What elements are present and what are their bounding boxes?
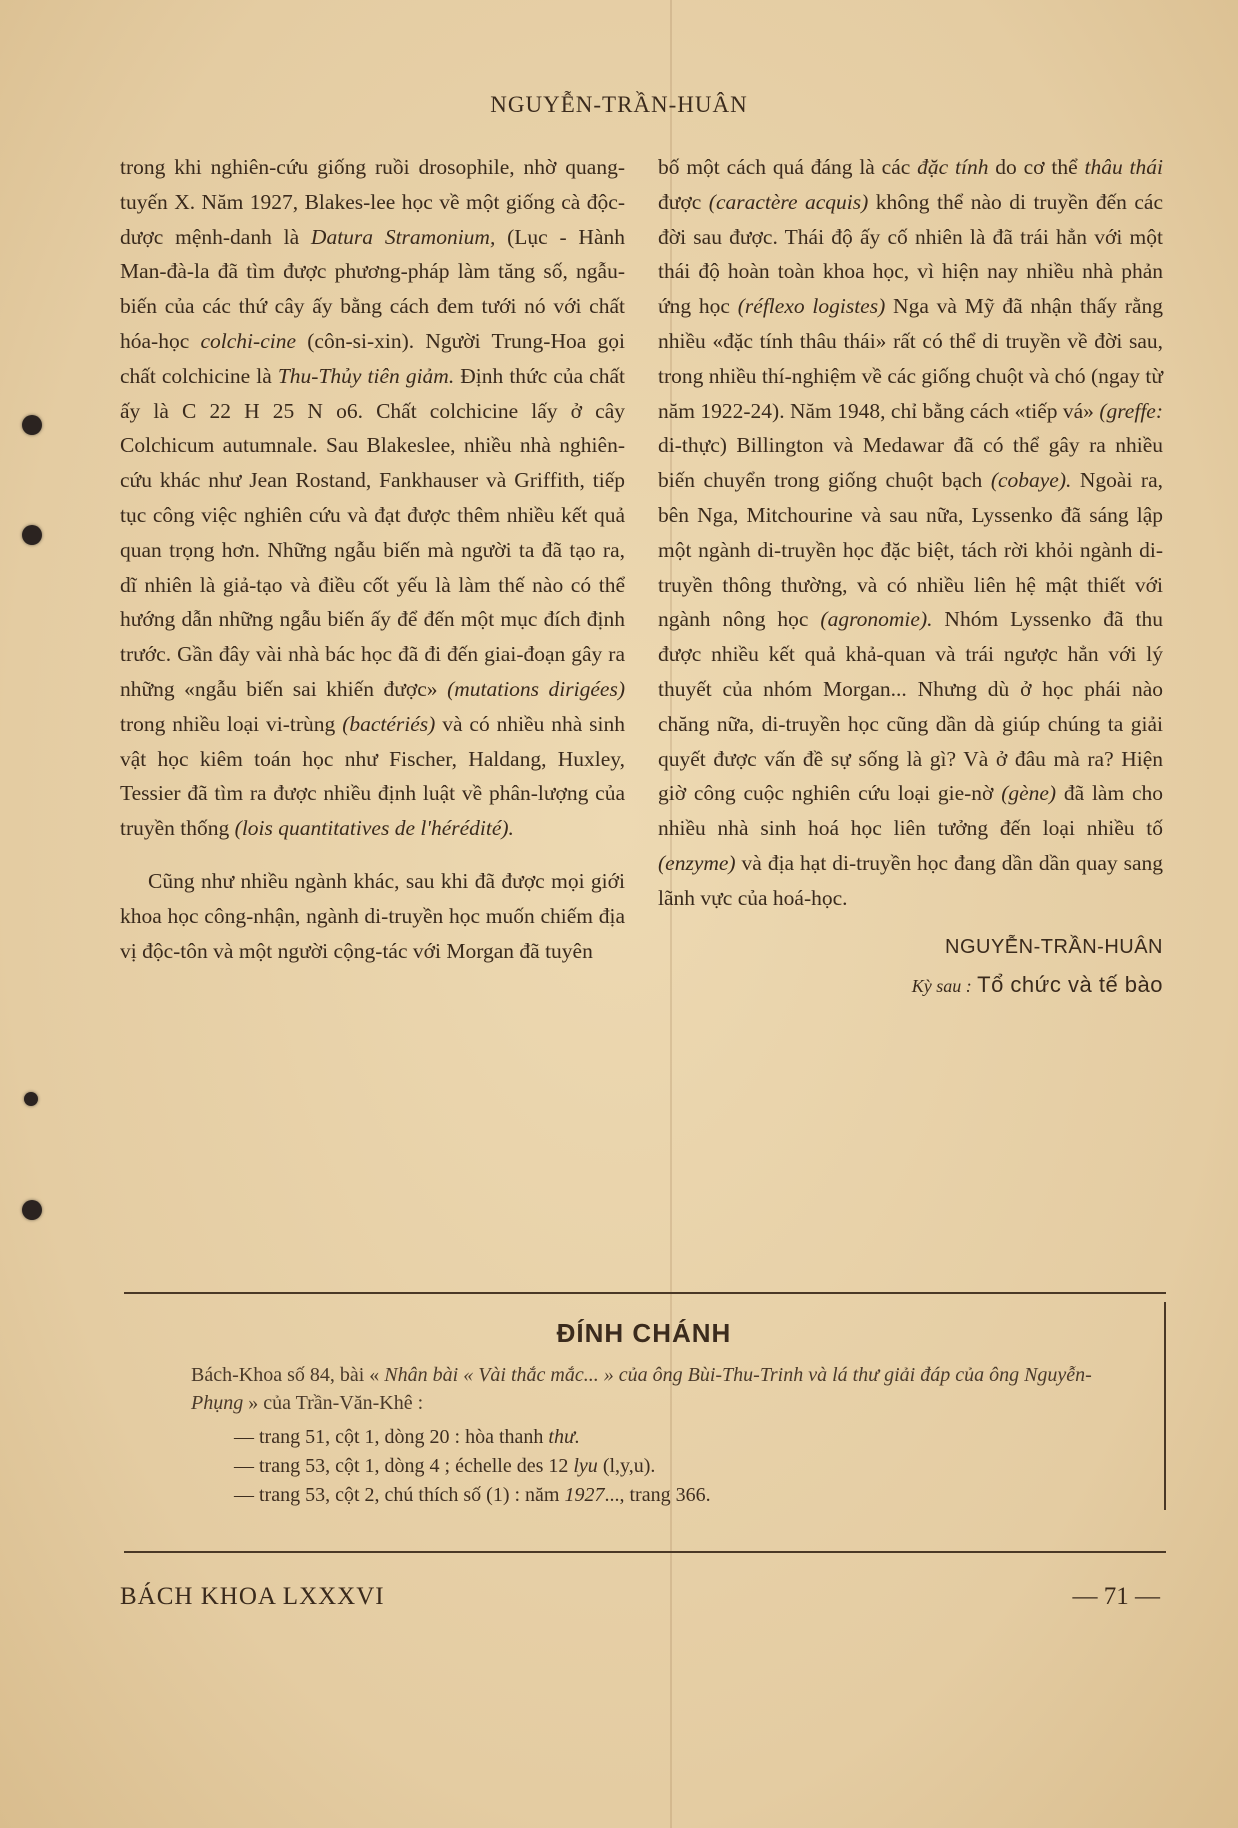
italic-term: (bactériés)	[342, 711, 436, 736]
italic-term: (lois quantitatives de l'hérédité).	[234, 816, 514, 841]
errata-item: — trang 53, cột 1, dòng 4 ; échelle des 12 lyu (l,y,u).	[234, 1455, 656, 1477]
errata-item: — trang 53, cột 2, chú thích số (1) : năm 1927..., trang 366.	[234, 1484, 711, 1506]
article-column-left	[120, 150, 625, 968]
punch-hole	[22, 525, 42, 545]
italic-term: Datura Stramonium,	[310, 224, 496, 249]
paragraph: trong khi nghiên-cứu giống ruồi drosophile, nhờ quang-tuyến X. Năm 1927, Blakes-lee học về một giống cà độc-dược mệnh-danh là Datura Stramonium, (Lục - Hành Man-đà-la đã tìm được phương-pháp làm tăng số, ngẫu-biến của các thứ cây ấy bằng cách đem tưới nó với chất hóa-học colchi-cine (côn-si-xin). Người Trung-Hoa gọi chất colchicine là Thu-Thủy tiên giảm. Định thức của chất ấy là C 22 H 25 N o6. Chất colchicine lấy ở cây Colchicum autumnale. Sau Blakeslee, nhiều nhà nghiên-cứu khác như Jean Rostand, Fankhauser và Griffith, tiếp tục công việc nghiên cứu và đạt được thêm nhiều kết quả quan trọng hơn. Những ngẫu biến mà người ta đã tạo ra, dĩ nhiên là giả-tạo và điều cốt yếu là làm thế nào có thể hướng dẫn những ngẫu biến ấy để đến một mục đích định trước. Gần đây vài nhà bác học đã đi đến giai-đoạn gây ra những «ngẫu biến sai khiến được» (mutations dirigées) trong nhiều loại vi-trùng (bactériés) và có nhiều nhà sinh vật học kiêm toán học như Fischer, Haldang, Huxley, Tessier đã tìm ra được nhiều định luật về phân-lượng của truyền thống (lois quantitatives de l'hérédité).	[120, 155, 625, 841]
italic-term: colchi-cine	[200, 328, 297, 353]
errata-title: ĐÍNH CHÁNH	[556, 1318, 732, 1348]
italic-term: (greffe:	[1099, 398, 1163, 423]
author-signature: NGUYỄN-TRẦN-HUÂN	[945, 935, 1163, 958]
italic-term: đặc tính	[917, 155, 989, 179]
publication-name: BÁCH KHOA LXXXVI	[120, 1583, 385, 1610]
errata-box	[124, 1302, 1166, 1510]
next-issue-label: Kỳ sau :	[911, 976, 972, 997]
errata-top-rule	[124, 1292, 1166, 1294]
punch-hole	[22, 1200, 42, 1220]
italic-term: (gène)	[1001, 781, 1057, 806]
italic-term: của ông Bùi-Thu-Trinh và lá thư giải đáp của ông Nguyễn-Phụng	[191, 1364, 1092, 1414]
running-head: NGUYỄN-TRẦN-HUÂN	[490, 92, 748, 117]
italic-term: (réflexo logistes)	[737, 294, 886, 319]
italic-term: (cobaye).	[990, 468, 1072, 493]
errata-item: — trang 51, cột 1, dòng 20 : hòa thanh thư.	[234, 1426, 580, 1448]
punch-hole	[22, 415, 42, 435]
errata-bottom-rule	[124, 1551, 1166, 1553]
punch-hole	[24, 1092, 38, 1106]
next-issue-note	[658, 968, 1163, 1004]
italic-term: thư.	[548, 1426, 580, 1448]
italic-term: (enzyme)	[658, 850, 736, 875]
paragraph: Cũng như nhiều ngành khác, sau khi đã được mọi giới khoa học công-nhận, ngành di-truyền học muốn chiếm địa vị độc-tôn và một người cộng-tác với Morgan đã tuyên	[120, 868, 625, 963]
italic-term: lyu	[573, 1455, 598, 1477]
article-column-right	[658, 150, 1163, 1004]
page-number: — 71 —	[1072, 1583, 1160, 1610]
italic-term: thâu thái	[1084, 155, 1163, 179]
italic-term: 1927	[564, 1484, 605, 1506]
errata-intro: Bách-Khoa số 84, bài « Nhân bài « Vài thắc mắc... » của ông Bùi-Thu-Trinh và lá thư giải đáp của ông Nguyễn-Phụng » của Trần-Văn-Khê :	[191, 1364, 1092, 1414]
italic-term: Nhân bài « Vài thắc mắc... »	[384, 1364, 614, 1386]
errata-list	[234, 1423, 1164, 1510]
italic-term: (mutations dirigées)	[447, 676, 625, 701]
paragraph: bố một cách quá đáng là các đặc tính do cơ thể thâu thái được (caractère acquis) không thể nào di truyền đến các đời sau được. Thái độ ấy cố nhiên là đã trái hẳn với một thái độ hoàn toàn khoa học, vì hiện nay nhiều nhà phản ứng học (réflexo logistes) Nga và Mỹ đã nhận thấy rằng nhiều «đặc tính thâu thái» rất có thể di truyền về đời sau, trong nhiều thí-nghiệm về các giống chuột và chó (ngay từ năm 1922-24). Năm 1948, chỉ bằng cách «tiếp vá» (greffe: di-thực) Billington và Medawar đã có thể gây ra nhiều biến chuyển trong giống chuột bạch (cobaye). Ngoài ra, bên Nga, Mitchourine và sau nữa, Lyssenko đã sáng lập một ngành di-truyền học đặc biệt, tách rời khỏi ngành di-truyền thông thường, và có nhiều liên hệ mật thiết với ngành nông học (agronomie). Nhóm Lyssenko đã thu được nhiều kết quả khả-quan và trái ngược hẳn với lý thuyết của nhóm Morgan... Nhưng dù ở học phái nào chăng nữa, di-truyền học cũng dần dà giúp chúng ta giải quyết được vấn đề sự sống là gì? Và ở đâu mà ra? Hiện giờ công cuộc nghiên cứu loại gie-nờ (gène) đã làm cho nhiều nhà sinh hoá học liên tưởng đến loại nhiều tố (enzyme) và địa hạt di-truyền học đang dần dần quay sang lãnh vực của hoá-học.	[658, 155, 1164, 910]
italic-term: (agronomie).	[820, 607, 933, 632]
italic-term: Thu-Thủy tiên giảm.	[277, 363, 455, 388]
italic-term: (caractère acquis)	[708, 189, 869, 214]
next-issue-title: Tổ chức và tế bào	[977, 972, 1163, 998]
